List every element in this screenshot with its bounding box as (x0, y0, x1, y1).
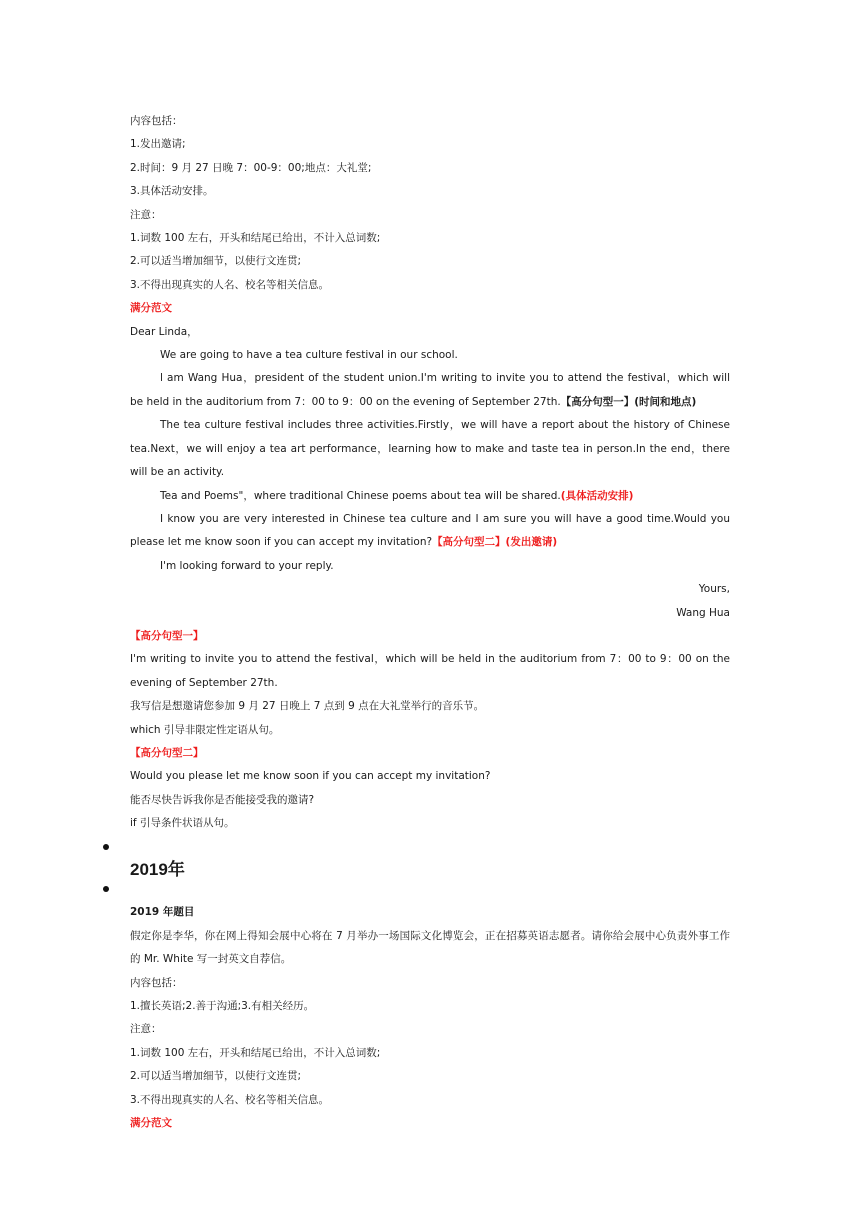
pattern-1-sentence: I'm writing to invite you to attend the festival，which will be held in the auditorium from 7：00 to 9：00 on the evening of September 27th. (130, 653, 730, 689)
activity-arrangement-tag: (具体活动安排) (560, 489, 634, 502)
year-notes-item-1: 1.词数 100 左右，开头和结尾已给出，不计入总词数; (130, 1046, 381, 1059)
notes-item-3: 3.不得出现真实的人名、校名等相关信息。 (130, 278, 330, 291)
year-notes-heading: 注意： (130, 1023, 162, 1036)
pattern-1-translation: 我写信是想邀请您参加 9 月 27 日晚上 7 点到 9 点在大礼堂举行的音乐节。 (130, 700, 485, 713)
letter-paragraph-1: We are going to have a tea culture festival in our school. (160, 349, 458, 362)
bullet-dot (103, 886, 109, 892)
notes-item-1: 1.词数 100 左右，开头和结尾已给出，不计入总词数; (130, 232, 381, 245)
letter-paragraph-5-text: I know you are very interested in Chinese tea culture and I am sure you will have a good time.Would you please let me know soon if you can accept my invitation? (130, 512, 730, 549)
content-item-1: 1.发出邀请; (130, 138, 186, 151)
letter-paragraph-5 (130, 508, 730, 555)
content-item-2: 2.时间：9 月 27 日晚 7：00-9：00;地点：大礼堂; (130, 161, 372, 174)
pattern-2-sentence: Would you please let me know soon if you can accept my invitation? (130, 770, 491, 783)
letter-closing: Yours, (698, 583, 730, 596)
pattern-1-label: 【高分句型一】 (130, 629, 204, 642)
content-item-3: 3.具体活动安排。 (130, 185, 214, 198)
list-bullet (130, 836, 730, 859)
content-heading: 内容包括： (130, 115, 183, 127)
year-model-essay-label: 满分范文 (130, 1117, 172, 1130)
year-content-heading: 内容包括： (130, 976, 183, 989)
pattern-2-translation: 能否尽快告诉我你是否能接受我的邀请? (130, 793, 315, 806)
pattern-tag-invitation: 【高分句型二】(发出邀请) (432, 536, 558, 549)
letter-paragraph-4 (130, 485, 730, 508)
model-essay-label: 满分范文 (130, 302, 172, 315)
year-prompt-text: 假定你是李华，你在网上得知会展中心将在 7 月举办一场国际文化博览会，正在招募英语志愿者。请你给会展中心负责外事工作的 Mr. White 写一封英文自荐信。 (130, 929, 730, 966)
letter-paragraph-6: I'm looking forward to your reply. (160, 559, 334, 572)
year-prompt-title: 2019 年题目 (130, 906, 195, 919)
year-number: 2019 (130, 859, 168, 879)
letter-salutation: Dear Linda， (130, 325, 198, 338)
letter-signature: Wang Hua (676, 606, 730, 619)
year-notes-item-3: 3.不得出现真实的人名、校名等相关信息。 (130, 1093, 330, 1106)
year-content-items: 1.擅长英语;2.善于沟通;3.有相关经历。 (130, 1000, 315, 1012)
year-suffix: 年 (167, 859, 185, 880)
notes-heading: 注意： (130, 208, 162, 221)
pattern-2-grammar: if 引导条件状语从句。 (130, 817, 235, 830)
year-notes-item-2: 2.可以适当增加细节，以使行文连贯; (130, 1070, 302, 1083)
letter-paragraph-3: The tea culture festival includes three activities.Firstly，we will have a report about the history of Chinese tea.Next，we will enjoy a tea art performance，learning how to make and taste tea in person.In the end，there will be an activity. (130, 419, 730, 479)
document-page (130, 110, 730, 1135)
bullet-dot (103, 844, 109, 850)
letter-paragraph-4-text: Tea and Poems"，where traditional Chinese poems about tea will be shared. (160, 489, 561, 502)
pattern-tag-time-place: 【高分句型一】(时间和地点) (560, 395, 697, 408)
letter-paragraph-2 (130, 367, 730, 414)
letter-paragraph-2-text: l am Wang Hua，president of the student union.I'm writing to invite you to attend the festival，which will be held in the auditorium from 7：00 to 9：00 on the evening of September 27th. (130, 372, 730, 408)
pattern-1-grammar: which 引导非限定性定语从句。 (130, 723, 280, 736)
notes-item-2: 2.可以适当增加细节，以使行文连贯; (130, 255, 302, 268)
pattern-2-label: 【高分句型二】 (130, 746, 204, 759)
list-bullet (130, 878, 730, 901)
